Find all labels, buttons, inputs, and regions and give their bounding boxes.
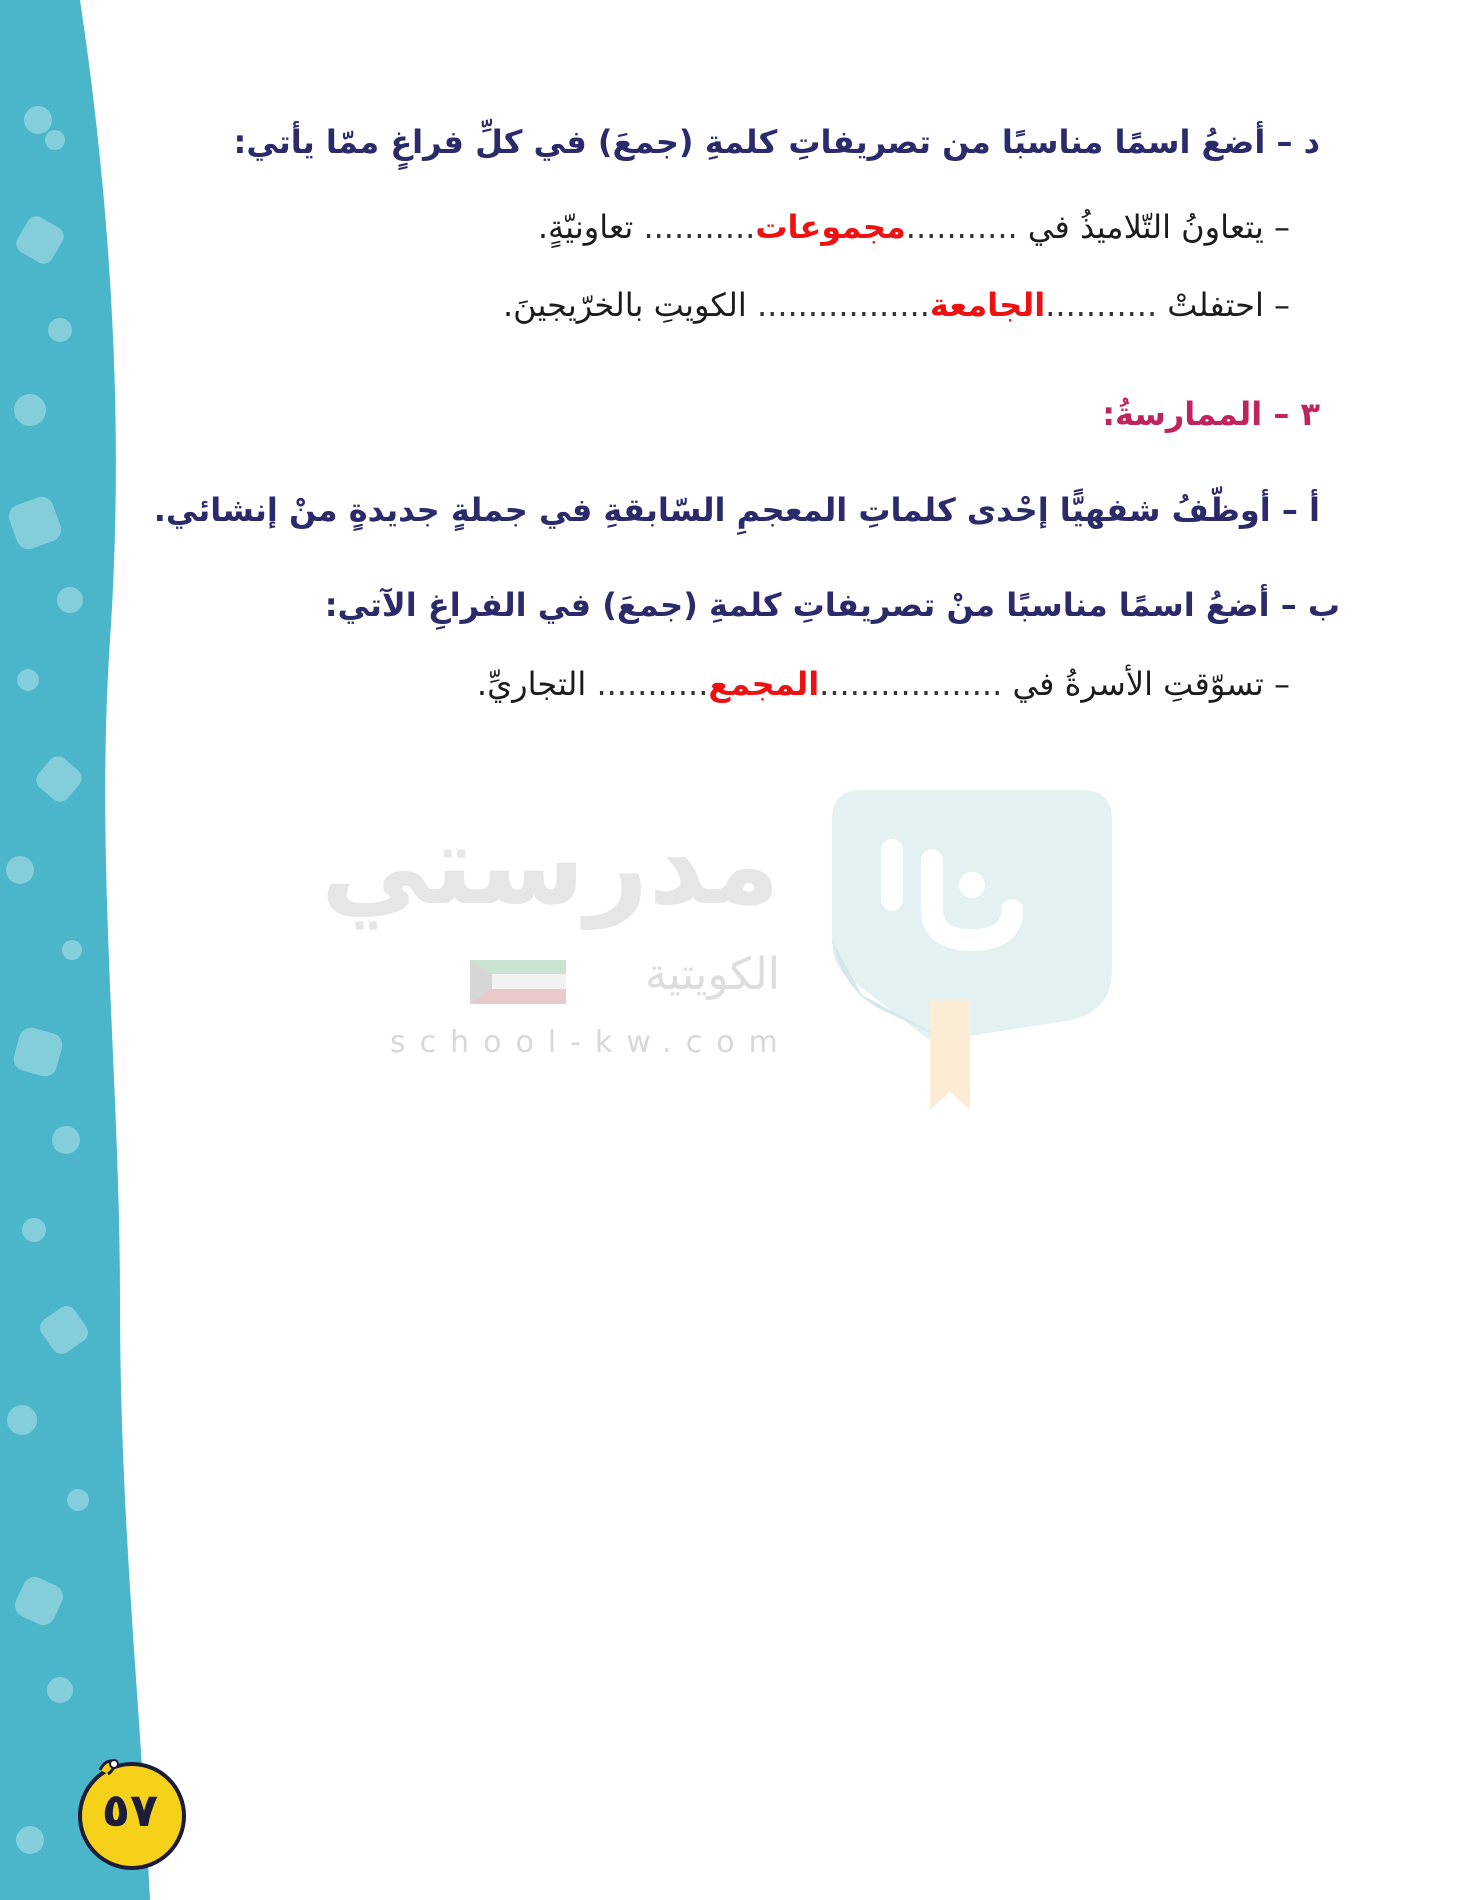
watermark (320, 780, 1120, 1120)
decorative-side-band (0, 0, 190, 1900)
practice-heading: ٣ – الممارسةُ: (1102, 395, 1320, 433)
section-d-sentence-1 (538, 205, 1290, 249)
watermark-url: school-kw.com (390, 1025, 792, 1060)
blank-dots: ................. (756, 286, 930, 324)
blank-dots: ........... (596, 665, 709, 703)
practice-sentence (477, 662, 1290, 706)
school-logo-icon (822, 780, 1122, 1120)
blank-dots: .................. (819, 665, 1003, 703)
sentence-1-before: – يتعاونُ التّلاميذُ في (1027, 208, 1290, 246)
blank-dots: ........... (905, 208, 1018, 246)
blank-dots: ........... (1045, 286, 1158, 324)
answer-1: مجموعات (755, 208, 906, 246)
watermark-title: مدرستي (320, 801, 780, 929)
sentence-1-after: تعاونيّةٍ. (537, 208, 634, 246)
blank-dots: ........... (643, 208, 756, 246)
practice-sentence-after: التجاريِّ. (476, 665, 587, 703)
page-number: ٥٧ (101, 1783, 159, 1837)
sentence-2-before: – احتفلتْ (1167, 286, 1290, 324)
kuwait-flag-icon (470, 960, 566, 1004)
section-d-sentence-2 (503, 283, 1290, 327)
practice-item-b: ب – أضعُ اسمًا مناسبًا منْ تصريفاتِ كلمةِ (جمعَ) في الفراغِ الآتي: (324, 586, 1340, 624)
answer-2: الجامعة (929, 286, 1046, 324)
sentence-2-after: الكويتِ بالخرّيجينَ. (502, 286, 747, 324)
answer-3: المجمع (708, 665, 820, 703)
section-d-instruction: د – أضعُ اسمًا مناسبًا من تصريفاتِ كلمةِ (جمعَ) في كلِّ فراغٍ ممّا يأتي: (233, 123, 1320, 161)
practice-sentence-before: – تسوّقتِ الأسرةُ في (1012, 665, 1290, 703)
practice-item-a: أ – أوظّفُ شفهيًّا إحْدى كلماتِ المعجمِ السّابقةِ في جملةٍ جديدةٍ منْ إنشائي. (153, 491, 1320, 529)
watermark-subtitle: الكويتية (644, 949, 780, 1000)
